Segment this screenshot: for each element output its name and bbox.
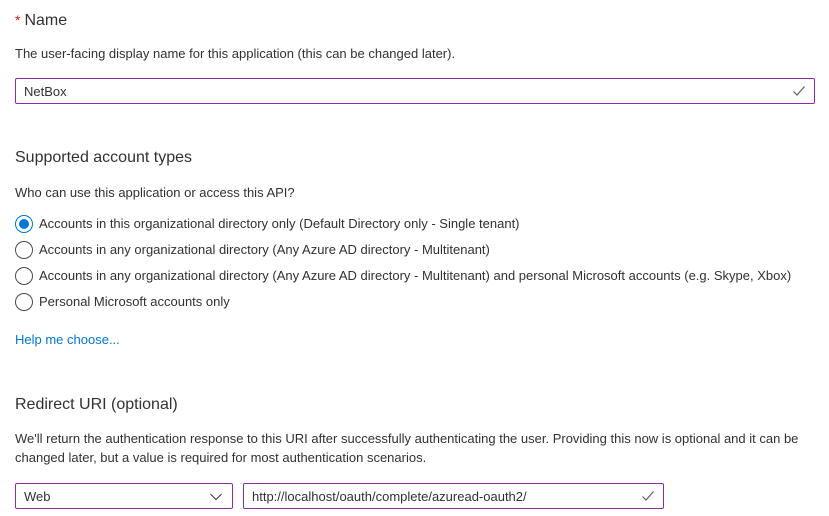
platform-select[interactable]: [15, 483, 233, 509]
redirect-uri-section-title: Redirect URI (optional): [15, 396, 178, 413]
redirect-uri-input[interactable]: [243, 483, 664, 509]
radio-option-multitenant-personal[interactable]: [15, 263, 815, 289]
radio-button-icon[interactable]: [15, 215, 33, 233]
radio-option-label: Accounts in this organizational directory only (Default Directory only - Single tenant): [39, 216, 520, 231]
account-types-question: Who can use this application or access this API?: [15, 185, 295, 200]
name-input[interactable]: [15, 78, 815, 104]
radio-option-label: Personal Microsoft accounts only: [39, 294, 230, 309]
platform-select-value: Web: [24, 488, 51, 504]
radio-option-label: Accounts in any organizational directory (Any Azure AD directory - Multitenant) and personal Microsoft accounts (e.g. Skype, Xbox): [39, 268, 792, 283]
radio-button-icon[interactable]: [15, 267, 33, 285]
radio-option-personal-only[interactable]: [15, 289, 815, 315]
redirect-uri-description: We'll return the authentication response to this URI after successfully authenticating the user. Providing this now is optional and it can be changed later, but a value is required for most authentication scenarios.: [15, 431, 799, 465]
radio-option-single-tenant[interactable]: [15, 211, 815, 237]
redirect-uri-row: [15, 483, 815, 509]
account-types-section-title: Supported account types: [15, 149, 193, 166]
radio-button-icon[interactable]: [15, 293, 33, 311]
help-me-choose-link[interactable]: Help me choose...: [15, 332, 120, 347]
name-input-wrap: [15, 78, 815, 104]
name-description: The user-facing display name for this application (this can be changed later).: [15, 46, 456, 61]
name-section-title: [15, 10, 815, 31]
account-types-radio-group: [15, 211, 815, 315]
radio-button-icon[interactable]: [15, 241, 33, 259]
name-section-title-text: Name: [24, 12, 68, 29]
required-marker: *: [15, 12, 21, 28]
chevron-down-icon: [209, 491, 223, 503]
redirect-uri-input-wrap: [243, 483, 664, 509]
radio-option-multitenant[interactable]: [15, 237, 815, 263]
radio-option-label: Accounts in any organizational directory (Any Azure AD directory - Multitenant): [39, 242, 490, 257]
